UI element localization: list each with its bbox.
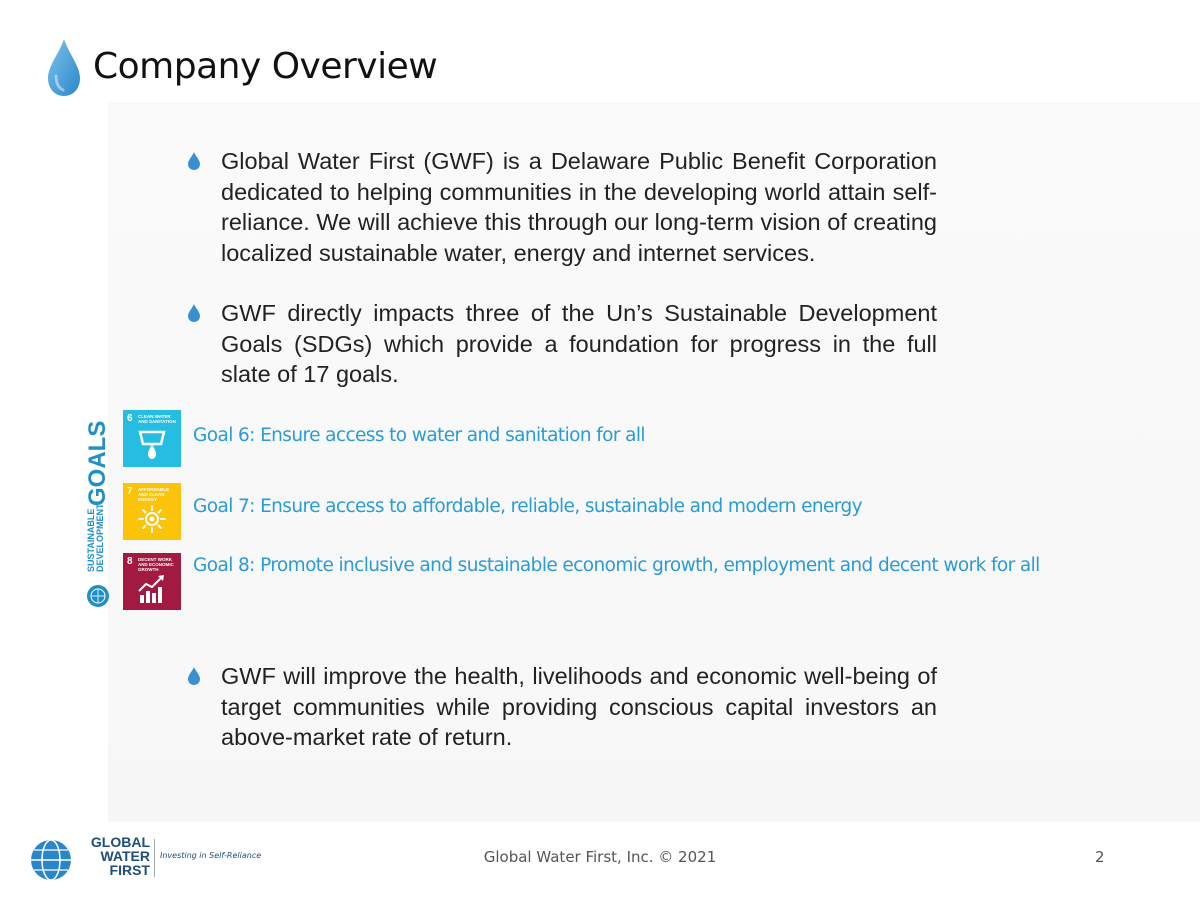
sdg-wordmark-logo (84, 406, 116, 612)
sdg-wordmark-word: GOALS (84, 420, 111, 506)
water-drop-icon (46, 38, 82, 98)
water-drop-bullet-icon (188, 304, 200, 322)
logo-tagline: Investing in Self-Reliance (160, 851, 262, 860)
sdg-goal-7-tile (123, 483, 181, 540)
footer-copyright: Global Water First, Inc. © 2021 (483, 848, 717, 866)
goal-tile-number: 7 (127, 486, 133, 497)
goal-6-text: Goal 6: Ensure access to water and sanitation for all (193, 425, 645, 446)
logo-line3: FIRST (109, 862, 150, 878)
page-number: 2 (1095, 848, 1105, 866)
goal-8-text: Goal 8: Promote inclusive and sustainable economic growth, employment and decent work for all (193, 555, 1040, 576)
logo-line1: GLOBAL (90, 834, 150, 850)
sdg-goal-6-tile (123, 410, 181, 467)
slide-title: Company Overview (93, 46, 438, 87)
water-drop-bullet-icon (188, 152, 200, 170)
goal-tile-number: 6 (127, 413, 133, 424)
bullet-text: GWF will improve the health, livelihoods and economic well-being of target communities while providing conscious capital investors an above-market rate of return. (221, 663, 937, 750)
goal-tile-label: DECENT WORK AND ECONOMIC GROWTH (138, 557, 174, 572)
water-tap-icon (137, 430, 167, 462)
logo-line2: WATER (100, 848, 150, 864)
un-emblem-icon (87, 585, 109, 607)
sdg-goal-8-tile (123, 553, 181, 610)
sdg-wordmark-line2: DEVELOPMENT (95, 503, 105, 572)
goal-tile-label: CLEAN WATER AND SANITATION (138, 414, 176, 424)
goal-7-text: Goal 7: Ensure access to affordable, reliable, sustainable and modern energy (193, 496, 862, 517)
goal-tile-label: AFFORDABLE AND CLEAN ENERGY (138, 487, 169, 502)
goal-tile-number: 8 (127, 556, 133, 567)
growth-chart-icon (137, 573, 167, 605)
sdg-wordmark-line1: SUSTAINABLE (86, 508, 96, 572)
water-drop-bullet-icon (188, 667, 200, 685)
sun-icon (137, 503, 167, 535)
bullet-text: GWF directly impacts three of the Un’s Sustainable Development Goals (SDGs) which provide a foundation for progress in the full slate of 17 goals. (221, 300, 937, 387)
bullet-text: Global Water First (GWF) is a Delaware Public Benefit Corporation dedicated to helping communities in the developing world attain self-reliance. We will achieve this through our long-term vision of creating localized sustainable water, energy and internet services. (221, 148, 937, 266)
